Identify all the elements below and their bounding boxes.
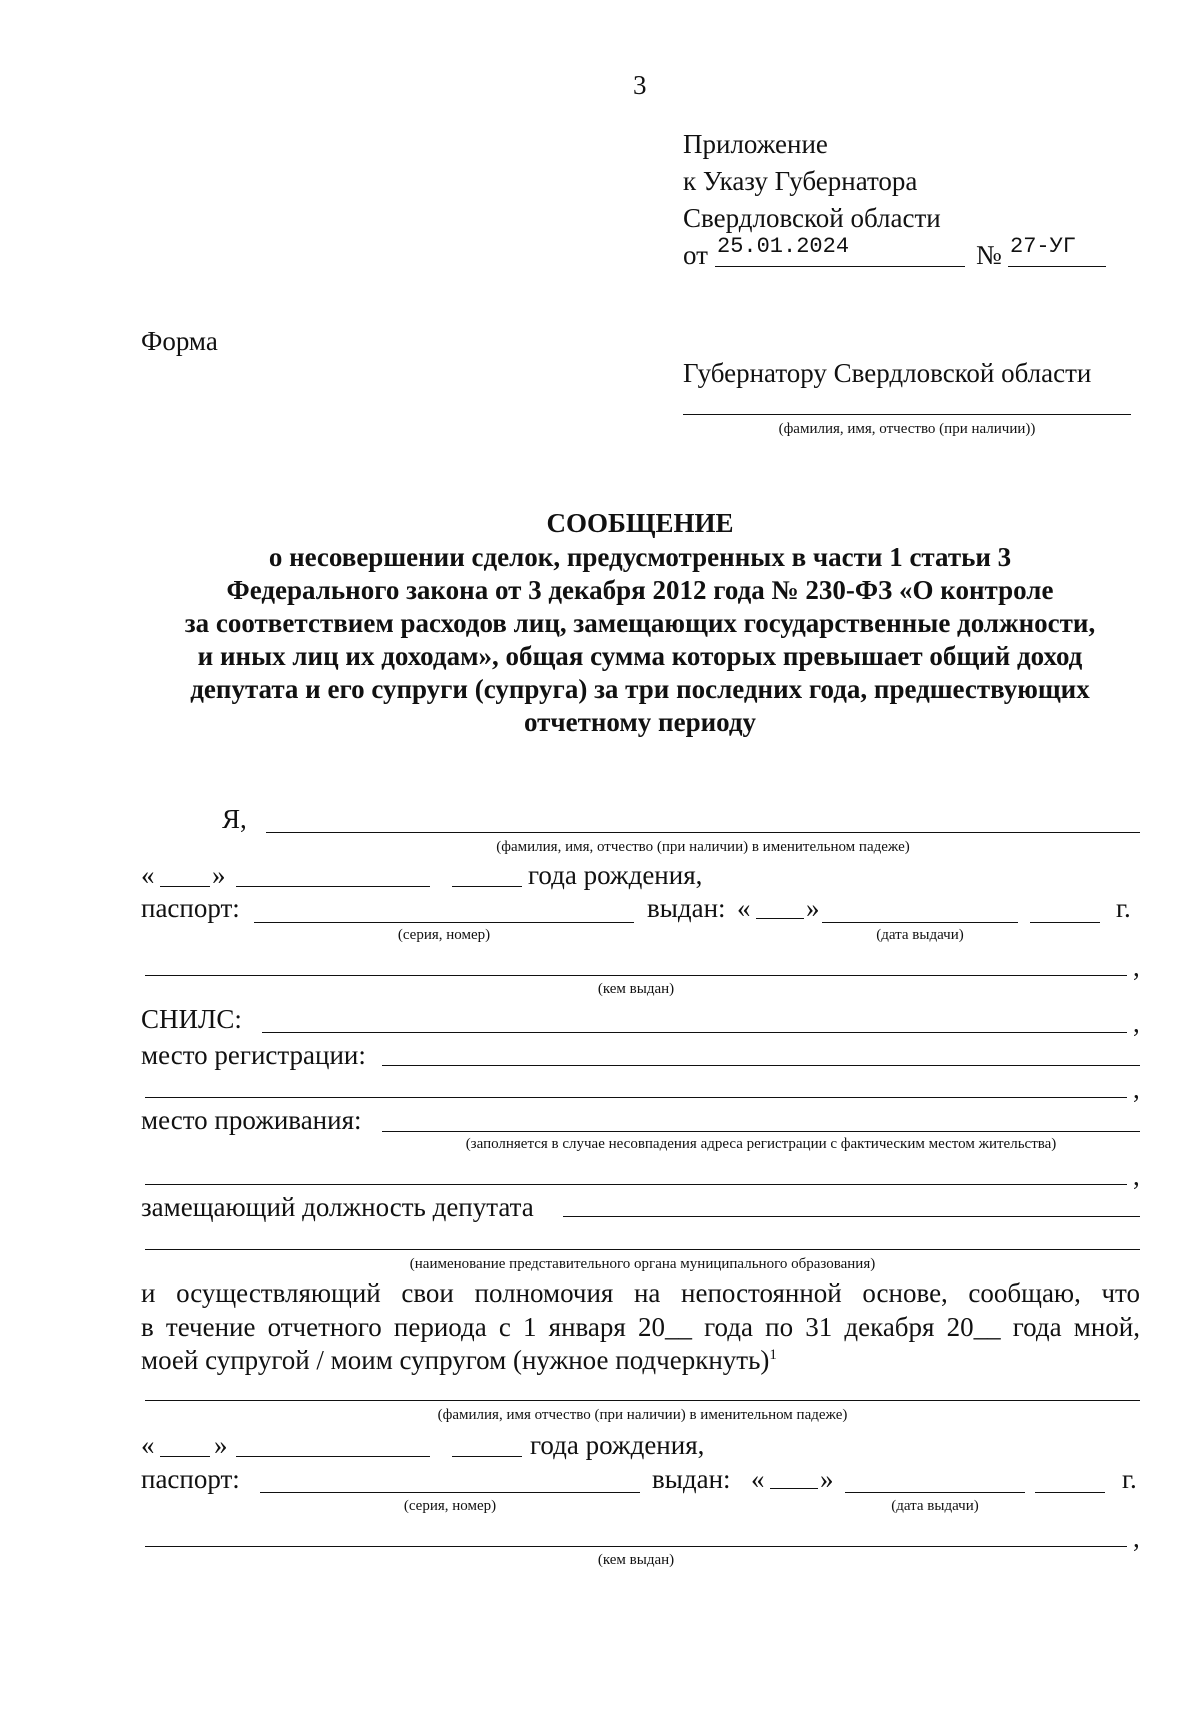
appendix-line1: Приложение (683, 129, 828, 159)
spouse-passport-quote-close: » (820, 1464, 834, 1494)
spouse-passport-label: паспорт: (141, 1464, 240, 1494)
spouse-issued-by-comma: , (1133, 1523, 1140, 1553)
paragraph-line2: в течение отчетного периода с 1 января 20__ года по 31 декабря 20__ года мной, (141, 1312, 1140, 1342)
ya-label: Я, (222, 804, 247, 834)
fio-field[interactable] (266, 832, 1140, 833)
spouse-birth-year-label: года рождения, (530, 1430, 705, 1460)
deputy-position-field[interactable] (563, 1216, 1140, 1217)
birth-day-field[interactable] (160, 886, 210, 887)
spouse-fio-caption: (фамилия, имя отчество (при наличии) в именительном падеже) (437, 1407, 848, 1423)
spouse-passport-year-suffix: г. (1122, 1464, 1137, 1494)
spouse-birth-day-field[interactable] (160, 1456, 210, 1457)
birth-year-label: года рождения, (528, 860, 703, 890)
spouse-passport-year-field[interactable] (1035, 1492, 1105, 1493)
spouse-issued-by-field[interactable] (145, 1546, 1127, 1547)
spouse-passport-series-caption: (серия, номер) (403, 1498, 497, 1514)
spouse-passport-issued-label: выдан: (652, 1464, 731, 1494)
passport-quote-open: « (737, 893, 751, 923)
passport-month-field[interactable] (822, 922, 1018, 923)
residence-field[interactable] (382, 1131, 1140, 1132)
spouse-fio-field[interactable] (145, 1400, 1140, 1401)
addressee-title: Губернатору Свердловской области (683, 358, 1092, 388)
fio-caption: (фамилия, имя, отчество (при наличии) в именительном падеже) (496, 839, 910, 855)
residence-caption: (заполняется в случае несовпадения адреса регистрации с фактическим местом жительства) (465, 1136, 1057, 1152)
addressee-caption: (фамилия, имя, отчество (при наличии)) (778, 421, 1036, 437)
heading-line6: отчетному периоду (523, 707, 757, 737)
spouse-birth-quote-open: « (141, 1430, 155, 1460)
appendix-date-prefix: от (683, 240, 708, 270)
heading-line1: о несовершении сделок, предусмотренных в части 1 статьи 3 (268, 542, 1012, 572)
snils-comma: , (1133, 1008, 1140, 1038)
appendix-number: 27-УГ (1010, 234, 1077, 259)
appendix-number-prefix: № (976, 240, 1002, 270)
spouse-passport-date-caption: (дата выдачи) (891, 1498, 979, 1514)
heading-line4: и иных лиц их доходам», общая сумма которых превышает общий доход (197, 641, 1083, 671)
spouse-passport-series-field[interactable] (260, 1492, 640, 1493)
appendix-number-field (1008, 234, 1106, 267)
page-number: 3 (633, 70, 647, 100)
addressee-fio-line (683, 414, 1131, 415)
appendix-date-field (715, 234, 965, 267)
spouse-issued-by-caption: (кем выдан) (597, 1552, 675, 1568)
heading-title: СООБЩЕНИЕ (546, 508, 734, 538)
spouse-passport-day-field[interactable] (770, 1488, 818, 1489)
birth-quote-open: « (141, 860, 155, 890)
residence-field-2[interactable] (145, 1184, 1127, 1185)
deputy-position-label: замещающий должность депутата (141, 1192, 534, 1222)
passport-series-caption: (серия, номер) (397, 927, 491, 943)
registration-field-2[interactable] (145, 1097, 1127, 1098)
registration-field[interactable] (382, 1065, 1140, 1066)
residence-comma: , (1133, 1161, 1140, 1191)
form-label: Форма (141, 326, 218, 356)
appendix-line3: Свердловской области (683, 203, 941, 233)
spouse-passport-quote-open: « (751, 1464, 765, 1494)
spouse-birth-month-field[interactable] (236, 1456, 430, 1457)
heading-line2: Федерального закона от 3 декабря 2012 года № 230-ФЗ «О контроле (226, 575, 1054, 605)
residence-label: место проживания: (141, 1105, 362, 1135)
municipal-body-field[interactable] (145, 1249, 1140, 1250)
birth-year-field[interactable] (452, 886, 522, 887)
passport-year-field[interactable] (1030, 922, 1100, 923)
spouse-birth-quote-close: » (214, 1430, 228, 1460)
snils-field[interactable] (262, 1032, 1127, 1033)
paragraph-line3-text: моей супругой / моим супругом (нужное подчеркнуть) (141, 1345, 770, 1375)
paragraph-line3 (141, 1347, 777, 1374)
passport-year-suffix: г. (1116, 893, 1131, 923)
spouse-passport-month-field[interactable] (845, 1492, 1025, 1493)
registration-comma: , (1133, 1074, 1140, 1104)
issued-by-field[interactable] (145, 975, 1127, 976)
issued-by-comma: , (1133, 952, 1140, 982)
birth-quote-close: » (212, 860, 226, 890)
passport-issued-label: выдан: (647, 893, 726, 923)
snils-label: СНИЛС: (141, 1004, 242, 1034)
municipal-body-caption: (наименование представительного органа муниципального образования) (409, 1256, 876, 1272)
heading-line5: депутата и его супруги (супруга) за три последних года, предшествующих (190, 674, 1090, 704)
appendix-date: 25.01.2024 (717, 234, 850, 259)
birth-month-field[interactable] (236, 886, 430, 887)
passport-date-caption: (дата выдачи) (876, 927, 964, 943)
paragraph-line1: и осуществляющий свои полномочия на непостоянной основе, сообщаю, что (141, 1278, 1140, 1308)
heading-line3: за соответствием расходов лиц, замещающих государственные должности, (184, 608, 1096, 638)
appendix-line2: к Указу Губернатора (683, 166, 918, 196)
passport-day-field[interactable] (756, 918, 804, 919)
passport-series-field[interactable] (254, 922, 634, 923)
footnote-mark: 1 (769, 1347, 777, 1363)
passport-label: паспорт: (141, 893, 240, 923)
issued-by-caption: (кем выдан) (597, 981, 675, 997)
passport-quote-close: » (806, 893, 820, 923)
spouse-birth-year-field[interactable] (452, 1456, 522, 1457)
registration-label: место регистрации: (141, 1040, 366, 1070)
